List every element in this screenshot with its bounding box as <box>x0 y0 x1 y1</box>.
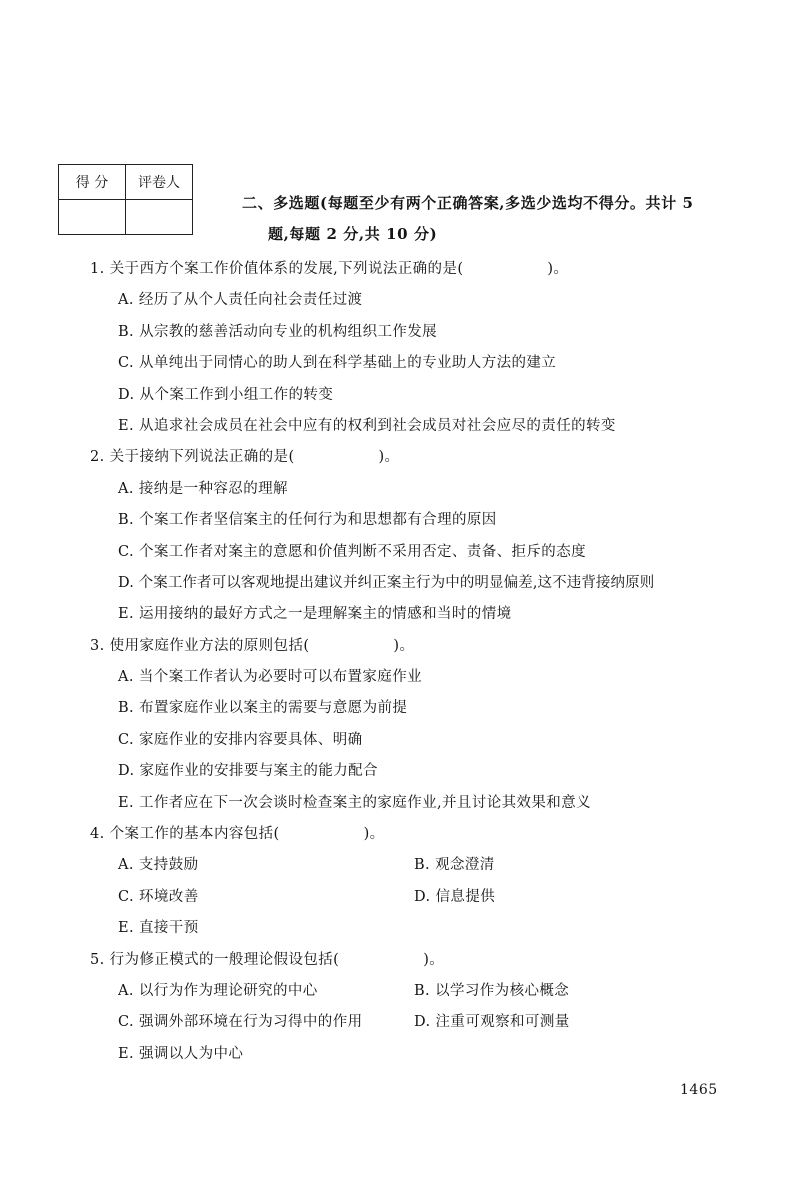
score-label: 得 分 <box>59 165 126 200</box>
stem-close: )。 <box>393 637 415 654</box>
option-c: C. 环境改善 <box>118 888 199 905</box>
question-5 <box>90 945 770 1071</box>
score-box <box>58 164 193 235</box>
option-row <box>90 976 770 1007</box>
question-1 <box>90 254 770 442</box>
stem-text: 5. 行为修正模式的一般理论假设包括( <box>90 951 340 968</box>
stem-text: 3. 使用家庭作业方法的原则包括( <box>90 637 310 654</box>
option-d: D. 家庭作业的安排要与案主的能力配合 <box>118 763 378 780</box>
question-4 <box>90 819 770 945</box>
option-c: C. 从单纯出于同情心的助人到在科学基础上的专业助人方法的建立 <box>118 355 557 372</box>
section-heading-line2: 题,每题 2 分,共 10 分) <box>268 225 438 243</box>
option-b: B. 观念澄清 <box>414 857 495 874</box>
option-b: B. 从宗教的慈善活动向专业的机构组织工作发展 <box>118 323 438 340</box>
option-a: A. 以行为作为理论研究的中心 <box>118 982 318 999</box>
question-list <box>90 254 770 1070</box>
option-c: C. 个案工作者对案主的意愿和价值判断不采用否定、责备、拒斥的态度 <box>118 543 586 560</box>
stem-text: 2. 关于接纳下列说法正确的是( <box>90 449 295 466</box>
option-a: A. 当个案工作者认为必要时可以布置家庭作业 <box>118 669 422 686</box>
stem-close: )。 <box>363 826 385 843</box>
page-number: 1465 <box>680 1082 718 1098</box>
option-d: D. 个案工作者可以客观地提出建议并纠正案主行为中的明显偏差,这不违背接纳原则 <box>118 574 655 591</box>
option-c: C. 强调外部环境在行为习得中的作用 <box>118 1014 363 1031</box>
option-d: D. 信息提供 <box>414 888 496 905</box>
section-heading <box>242 188 762 250</box>
question-3 <box>90 631 770 819</box>
option-row <box>90 913 770 944</box>
question-stem <box>90 631 770 662</box>
question-stem <box>90 819 770 850</box>
option-b: B. 以学习作为核心概念 <box>414 982 570 999</box>
option-a: A. 接纳是一种容忍的理解 <box>118 480 288 497</box>
grader-cell <box>126 200 193 235</box>
option-row <box>90 1039 770 1070</box>
option-b: B. 个案工作者坚信案主的任何行为和思想都有合理的原因 <box>118 512 497 529</box>
score-cell <box>59 200 126 235</box>
question-stem <box>90 254 770 285</box>
option-row <box>90 1007 770 1038</box>
question-stem <box>90 442 770 473</box>
option-d: D. 从个案工作到小组工作的转变 <box>118 386 334 403</box>
section-heading-line1: 二、多选题(每题至少有两个正确答案,多选少选均不得分。共计 5 <box>242 194 694 212</box>
stem-close: )。 <box>378 449 400 466</box>
stem-text: 4. 个案工作的基本内容包括( <box>90 826 280 843</box>
option-a: A. 经历了从个人责任向社会责任过渡 <box>118 292 363 309</box>
stem-text: 1. 关于西方个案工作价值体系的发展,下列说法正确的是( <box>90 261 464 277</box>
option-row <box>90 882 770 913</box>
option-row <box>90 850 770 881</box>
option-d: D. 注重可观察和可测量 <box>414 1014 570 1031</box>
option-e: E. 直接干预 <box>118 920 199 937</box>
option-e: E. 工作者应在下一次会谈时检查案主的家庭作业,并且讨论其效果和意义 <box>118 794 592 811</box>
option-b: B. 布置家庭作业以案主的需要与意愿为前提 <box>118 700 408 717</box>
option-e: E. 运用接纳的最好方式之一是理解案主的情感和当时的情境 <box>118 606 512 623</box>
option-c: C. 家庭作业的安排内容要具体、明确 <box>118 731 363 748</box>
option-e: E. 从追求社会成员在社会中应有的权利到社会成员对社会应尽的责任的转变 <box>118 417 616 434</box>
question-2 <box>90 442 770 630</box>
option-e: E. 强调以人为中心 <box>118 1045 244 1062</box>
question-stem <box>90 945 770 976</box>
grader-label: 评卷人 <box>126 165 193 200</box>
stem-close: )。 <box>547 261 569 277</box>
stem-close: )。 <box>423 951 445 968</box>
option-a: A. 支持鼓励 <box>118 857 199 874</box>
